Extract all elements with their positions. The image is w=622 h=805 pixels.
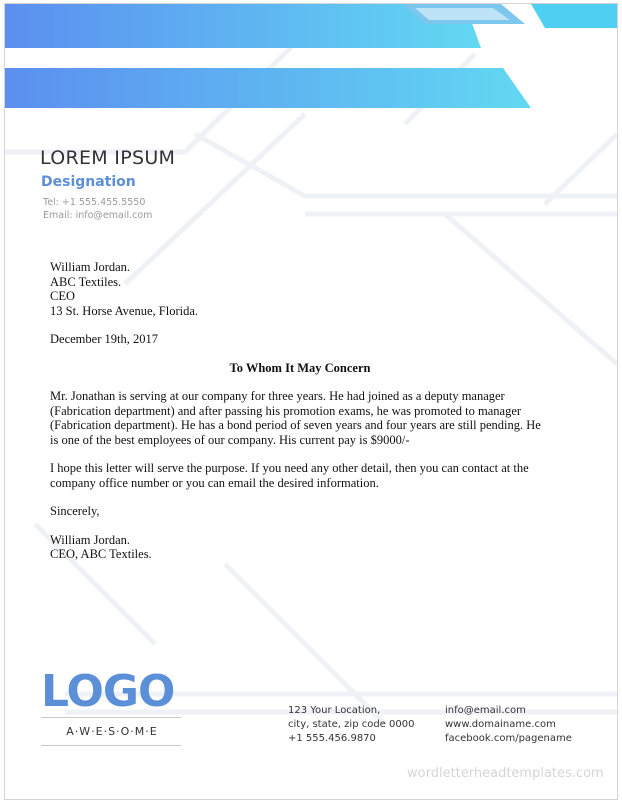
logo-divider-bottom <box>41 745 181 746</box>
recipient-line: ABC Textiles. <box>50 274 122 289</box>
letter-closing: Sincerely, <box>50 504 100 518</box>
sender-phone: Tel: +1 555.455.5550 <box>43 197 146 208</box>
signature-line: CEO, ABC Textiles. <box>50 547 152 561</box>
footer-address-line: city, state, zip code 0000 <box>288 719 415 730</box>
company-logo: LOGO <box>41 666 175 717</box>
footer-address-line: 123 Your Location, <box>288 705 381 716</box>
letterhead-page <box>4 3 618 800</box>
body-paragraph-1: Mr. Jonathan is serving at our company for three years. He had joined as a deputy manager (Fabrication department) and after passing his promotion exams, he was promoted to manager (Fabrication department). He has a bond period of seven years and four years are still pending. He is one of the best employees of our company. His current pay is $9000/- <box>50 389 541 447</box>
signature-block <box>50 533 550 562</box>
footer-social: facebook.com/pagename <box>445 733 572 744</box>
sender-email: Email: info@email.com <box>43 210 153 221</box>
signature-line: William Jordan. <box>50 532 131 547</box>
footer-website: www.domainame.com <box>445 719 556 730</box>
logo-divider-top <box>41 717 181 718</box>
watermark: wordletterheadtemplates.com <box>407 766 604 781</box>
footer-address <box>288 704 414 746</box>
recipient-address <box>50 260 550 318</box>
letter-date: December 19th, 2017 <box>50 332 158 346</box>
recipient-line: CEO <box>50 289 75 303</box>
body-paragraph-2: I hope this letter will serve the purpose. If you need any other detail, then you can contact at the company office number or you can email the desired information. <box>50 461 529 490</box>
footer-phone: +1 555.456.9870 <box>288 733 376 744</box>
recipient-line: 13 St. Horse Avenue, Florida. <box>50 303 199 318</box>
footer-email: info@email.com <box>445 705 526 716</box>
logo-tagline: A·W·E·S·O·M·E <box>66 725 158 738</box>
letter-subject: To Whom It May Concern <box>229 360 371 375</box>
letter-body <box>50 260 550 562</box>
sender-designation: Designation <box>41 174 136 190</box>
footer-web-contacts <box>445 704 572 746</box>
recipient-line: William Jordan. <box>50 260 131 274</box>
sender-name: LOREM IPSUM <box>40 147 176 169</box>
